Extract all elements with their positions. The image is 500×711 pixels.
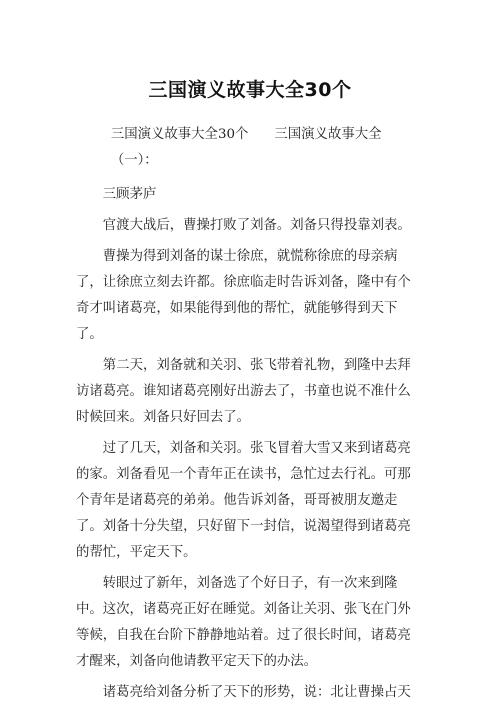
section-heading: 三顾茅庐 (102, 187, 157, 202)
paragraph-2: 曹操为得到刘备的谋士徐庶，就慌称徐庶的母亲病了，让徐庶立刻去许都。徐庶临走时告诉刘备，隆中有个奇才叫诸葛亮，如果能得到他的帮忙，就能够得到天下了。 (76, 249, 411, 342)
page-title: 三国演义故事大全30个 (148, 79, 352, 101)
article-body (76, 122, 422, 711)
paragraph-1: 官渡大战后，曹操打败了刘备。刘备只得投靠刘表。 (102, 218, 411, 233)
paragraph-5: 转眼过了新年，刘备选了个好日子，有一次来到隆中。这次，诸葛亮正好在睡觉。刘备让关羽、张飞在门外等候，自我在台阶下静静地站着。过了很长时间，诸葛亮才醒来，刘备向他请教平定天下的办法。 (76, 576, 411, 669)
paragraph-6: 诸葛亮给刘备分析了天下的形势，说：北让曹操占天 (102, 685, 411, 700)
paragraph-3: 第二天，刘备就和关羽、张飞带着礼物，到隆中去拜访诸葛亮。谁知诸葛亮刚好出游去了，书童也说不准什么时候回来。刘备只好回去了。 (76, 358, 411, 425)
paragraph-4: 过了几天，刘备和关羽。张飞冒着大雪又来到诸葛亮的家。刘备看见一个青年正在读书，急忙过去行礼。可那个青年是诸葛亮的弟弟。他告诉刘备，哥哥被朋友邀走了。刘备十分失望，只好留下一封信，说渴望得到诸葛亮的帮忙，平定天下。 (76, 441, 411, 560)
subtitle-part-1: 三国演义故事大全30个 (110, 127, 249, 142)
subtitle-part-2: 三国演义故事大全（一）： (110, 127, 382, 168)
subtitle-line (76, 122, 422, 174)
